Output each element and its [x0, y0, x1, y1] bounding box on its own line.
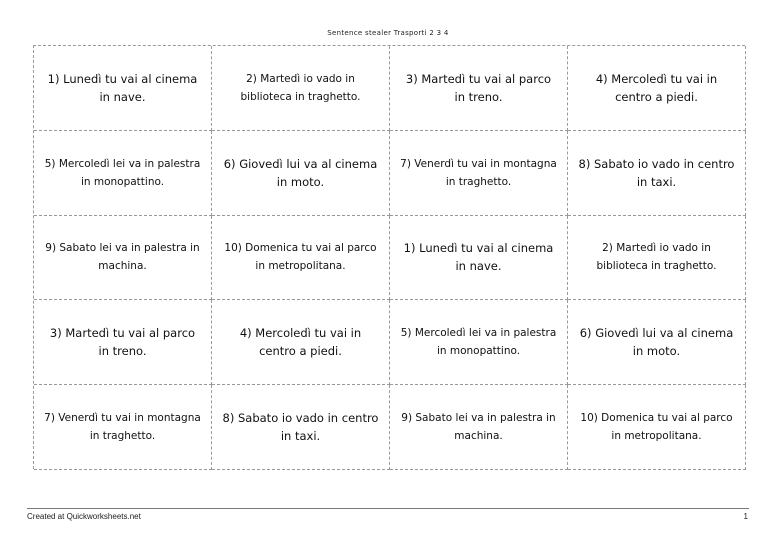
card-text: 9) Sabato lei va in palestra in machina. — [401, 412, 556, 443]
card-text: 4) Mercoledì tu vai in centro a piedi. — [239, 326, 362, 359]
footer-divider — [27, 508, 749, 509]
card-text: 2) Martedì io vado in biblioteca in traghetto. — [240, 72, 361, 103]
page-title: Sentence stealer Trasporti 2 3 4 — [327, 29, 449, 37]
sentence-card — [34, 300, 212, 385]
card-grid — [33, 45, 745, 469]
sentence-card — [568, 385, 746, 470]
sentence-card — [568, 300, 746, 385]
card-text: 1) Lunedì tu vai al cinema in nave. — [403, 241, 554, 274]
card-text: 5) Mercoledì lei va in palestra in monopattino. — [44, 157, 201, 188]
card-text: 10) Domenica tu vai al parco in metropolitana. — [224, 242, 377, 273]
card-text: 10) Domenica tu vai al parco in metropolitana. — [580, 412, 733, 443]
sentence-card — [390, 300, 568, 385]
card-text: 8) Sabato io vado in centro in taxi. — [222, 411, 379, 444]
card-text: 7) Venerdì tu vai in montagna in traghetto. — [44, 412, 201, 443]
sentence-card — [212, 216, 390, 301]
card-text: 1) Lunedì tu vai al cinema in nave. — [47, 71, 198, 104]
sentence-card — [212, 131, 390, 216]
sentence-card — [390, 131, 568, 216]
footer-credit: Created at Quickworksheets.net — [27, 512, 141, 521]
card-text: 8) Sabato io vado in centro in taxi. — [578, 156, 735, 189]
card-text: 3) Martedì tu vai al parco in treno. — [405, 71, 552, 104]
sentence-card — [34, 385, 212, 470]
sentence-card — [212, 300, 390, 385]
sentence-card — [568, 46, 746, 131]
sentence-card — [568, 131, 746, 216]
card-text: 4) Mercoledì tu vai in centro a piedi. — [595, 71, 718, 104]
sentence-card — [390, 216, 568, 301]
card-text: 6) Giovedì lui va al cinema in moto. — [579, 326, 734, 359]
sentence-card — [212, 385, 390, 470]
card-text: 9) Sabato lei va in palestra in machina. — [45, 242, 200, 273]
card-text: 2) Martedì io vado in biblioteca in traghetto. — [596, 242, 717, 273]
sentence-card — [390, 385, 568, 470]
card-text: 5) Mercoledì lei va in palestra in monopattino. — [400, 327, 557, 358]
page-number: 1 — [743, 512, 748, 521]
card-text: 6) Giovedì lui va al cinema in moto. — [223, 156, 378, 189]
sentence-card — [568, 216, 746, 301]
card-text: 7) Venerdì tu vai in montagna in traghetto. — [400, 157, 557, 188]
sentence-card — [34, 131, 212, 216]
sentence-card — [34, 216, 212, 301]
card-text: 3) Martedì tu vai al parco in treno. — [49, 326, 196, 359]
sentence-card — [390, 46, 568, 131]
sentence-card — [212, 46, 390, 131]
sentence-card — [34, 46, 212, 131]
